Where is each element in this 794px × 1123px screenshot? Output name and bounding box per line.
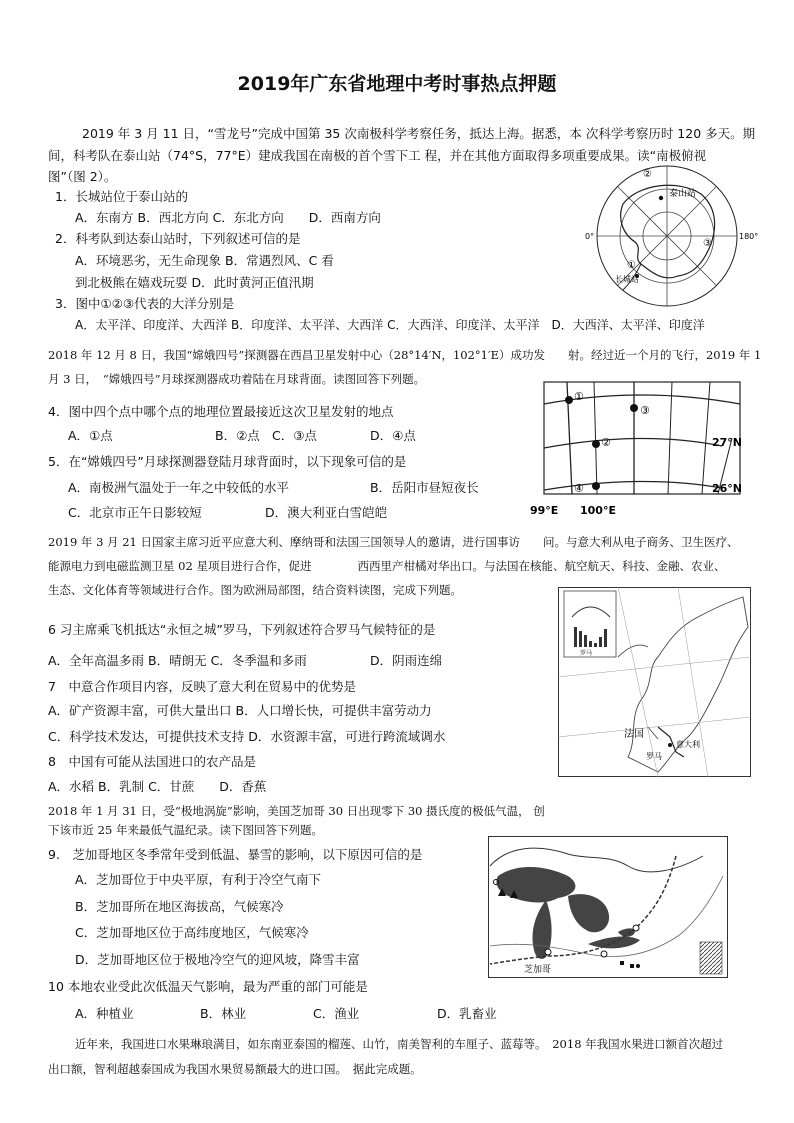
q9-option: A．芝加哥位于中央平原，有利于冷空气南下 xyxy=(75,872,322,887)
q6-option: D．阴雨连绵 xyxy=(370,653,443,668)
q10-option: C．渔业 xyxy=(313,1006,360,1021)
intro-line: 图”（图 2）。 xyxy=(48,169,117,184)
q5-stem: 5．在“嫦娥四号”月球探测器登陆月球背面时，以下现象可信的是 xyxy=(48,454,407,469)
europe-map xyxy=(558,587,751,777)
q1-options: A．东南方 B．西北方向 C．东北方向 D．西南方向 xyxy=(75,210,381,225)
q2-options: 到北极熊在嬉戏玩耍 D．此时黄河正值汛期 xyxy=(75,275,314,290)
q4-option: C．③点 xyxy=(272,428,317,443)
q9-option: B．芝加哥所在地区海拔高，气候寒冷 xyxy=(75,899,284,914)
passage-4: 下该市近 25 年来最低气温纪录。读下图回答下列题。 xyxy=(48,823,323,837)
q7-options: A．矿产资源丰富，可供大量出口 B．人口增长快，可提供丰富劳动力 xyxy=(48,703,432,718)
point-2-dot xyxy=(592,440,600,448)
lon-100-label: 100°E xyxy=(580,504,616,517)
great-lakes-map xyxy=(488,836,728,978)
q9-stem: 9. 芝加哥地区冬季常年受到低温、暴雪的影响，以下原因可信的是 xyxy=(48,847,423,862)
point-4-dot xyxy=(592,482,600,490)
q5-option: C．北京市正午日影较短 xyxy=(68,505,202,520)
q1-stem: 1．长城站位于泰山站的 xyxy=(55,189,188,204)
q3-options: A．太平洋、印度洋、大西洋 B．印度洋、太平洋、大西洋 C．大西洋、印度洋、太平洋 D．大西洋、太平洋、印度洋 xyxy=(75,318,705,332)
ocean-2-label: ② xyxy=(643,169,652,180)
q4-option: B．②点 xyxy=(215,428,260,443)
q4-option: D．④点 xyxy=(370,428,416,443)
chicago-label: 芝加哥 xyxy=(524,965,552,975)
intro-line: 间，科考队在泰山站（74°S，77°E）建成我国在南极的首个雪下工 程，并在其他方面取得多项重要成果。读“南极俯视 xyxy=(48,148,707,163)
point-3-dot xyxy=(630,404,638,412)
latlon-grid-map xyxy=(522,378,747,523)
rome-dot xyxy=(668,743,672,747)
passage-5: 出口额，智利超越泰国成为我国水果贸易额最大的进口国。 据此完成题。 xyxy=(48,1062,422,1076)
q9-option: C．芝加哥地区位于高纬度地区，气候寒冷 xyxy=(75,925,309,940)
q10-stem: 10 本地农业受此次低温天气影响，最为严重的部门可能是 xyxy=(48,979,368,994)
passage-4: 2018 年 1 月 31 日，受“极地涡旋”影响，美国芝加哥 30 日出现零下 30 摄氏度的极低气温， 创 xyxy=(48,804,545,818)
intro-line: 2019 年 3 月 11 日，“雪龙号”完成中国第 35 次南极科学考察任务，抵达上海。据悉，本 次科学考察历时 120 多天。期 xyxy=(82,126,756,141)
q2-stem: 2．科考队到达泰山站时，下列叙述可信的是 xyxy=(55,231,301,246)
q4-stem: 4．图中四个点中哪个点的地理位置最接近这次卫星发射的地点 xyxy=(48,404,394,419)
page-title: 2019年广东省地理中考时事热点押题 xyxy=(237,73,557,95)
q9-option: D．芝加哥地区位于极地冷空气的迎风坡，降雪丰富 xyxy=(75,952,360,967)
lon-180-label: 180° xyxy=(739,232,759,241)
italy-label: 意大利 xyxy=(676,740,700,749)
point-1-dot xyxy=(565,396,573,404)
q5-option: B．岳阳市昼短夜长 xyxy=(370,480,479,495)
passage-2: 月 3 日， “嫦娥四号”月球探测器成功着陆在月球背面。读图回答下列题。 xyxy=(48,372,426,386)
q10-option: B．林业 xyxy=(200,1006,247,1021)
passage-3: 能源电力到电磁监测卫星 02 星项目进行合作，促进 西西里产柑橘对华出口。与法国在核能、航空航天、科技、金融、农业、 xyxy=(48,559,726,573)
passage-2: 2018 年 12 月 8 日，我国“嫦娥四号”探测器在西昌卫星发射中心（28°14′N，102°1′E）成功发 射。经过近一个月的飞行，2019 年 1 xyxy=(48,348,762,362)
ocean-3-label: ③ xyxy=(703,238,712,249)
rome-label: 罗马 xyxy=(646,752,662,761)
passage-5: 近年来，我国进口水果琳琅满目，如东南亚泰国的榴莲、山竹，南美智利的车厘子、蓝莓等。 2018 年我国水果进口额首次超过 xyxy=(75,1037,724,1051)
q3-stem: 3．图中①②③代表的大洋分别是 xyxy=(55,296,235,311)
q2-options: A．环境恶劣，无生命现象 B．常遇烈风、C 看 xyxy=(75,253,334,268)
lat-26-label: 26°N xyxy=(712,482,743,495)
ocean-1-label: ① xyxy=(627,260,636,271)
france-label: 法国 xyxy=(624,729,644,740)
point-4-label: ④ xyxy=(574,482,584,495)
taishan-label: 泰山站 xyxy=(669,189,697,199)
q6-options: A．全年高温多雨 B．晴朗无 C．冬季温和多雨 xyxy=(48,653,307,668)
q8-options: A．水稻 B．乳制 C．甘蔗 D．香蕉 xyxy=(48,779,267,794)
q7-options: C．科学技术发达，可提供技术支持 D．水资源丰富，可进行跨流域调水 xyxy=(48,729,446,744)
climate-chart-label: 罗马 xyxy=(580,650,593,657)
antarctica-map xyxy=(583,164,783,314)
lat-27-label: 27°N xyxy=(712,436,743,449)
q8-stem: 8 中国有可能从法国进口的农产品是 xyxy=(48,754,256,769)
climate-chart xyxy=(564,591,616,657)
q10-option: D．乳畜业 xyxy=(437,1006,497,1021)
q5-option: D．澳大利亚白雪皑皑 xyxy=(265,505,388,520)
point-3-label: ③ xyxy=(640,404,650,417)
point-2-label: ② xyxy=(601,436,611,449)
q5-option: A．南极洲气温处于一年之中较低的水平 xyxy=(68,480,290,495)
greatwall-label: 长城站 xyxy=(615,275,639,284)
lon-99-label: 99°E xyxy=(530,504,559,517)
passage-3: 生态、文化体育等领域进行合作。图为欧洲局部图，结合资料读图，完成下列题。 xyxy=(48,583,462,597)
passage-3: 2019 年 3 月 21 日国家主席习近平应意大利、摩纳哥和法国三国领导人的邀请，进行国事访 问。与意大利从电子商务、卫生医疗、 xyxy=(48,535,739,549)
q10-option: A．种植业 xyxy=(75,1006,134,1021)
q4-option: A．①点 xyxy=(68,428,113,443)
q7-stem: 7 中意合作项目内容，反映了意大利在贸易中的优势是 xyxy=(48,679,356,694)
lon-0-label: 0° xyxy=(585,232,595,241)
point-1-label: ① xyxy=(574,390,584,403)
taishan-station-dot xyxy=(659,196,663,200)
q6-stem: 6 习主席乘飞机抵达“永恒之城”罗马，下列叙述符合罗马气候特征的是 xyxy=(48,622,436,637)
